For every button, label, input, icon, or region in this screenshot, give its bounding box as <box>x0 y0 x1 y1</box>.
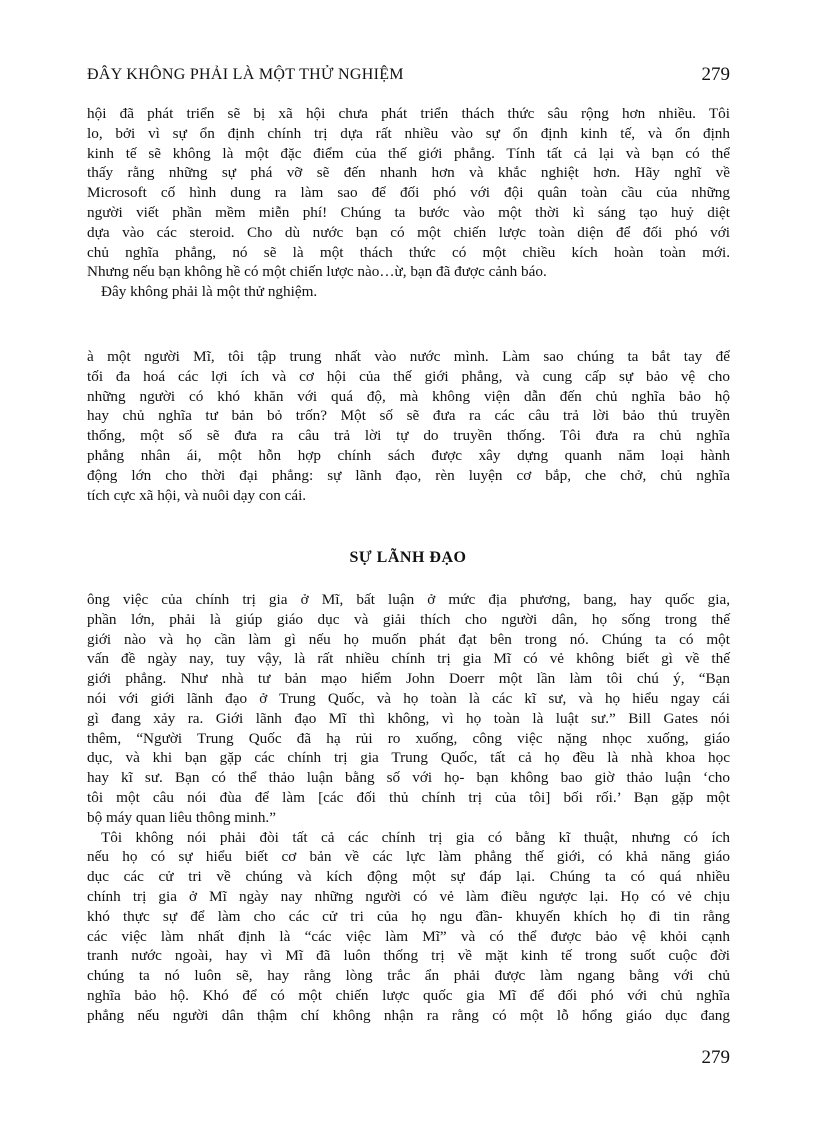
text-line: các việc làm nhất định là “các việc làm Mĩ” và có thể được bảo vệ khỏi cạnh <box>87 927 730 945</box>
running-head-title: ĐÂY KHÔNG PHẢI LÀ MỘT THỬ NGHIỆM <box>87 66 404 83</box>
text-line: lo, bởi vì sự ổn định chính trị dựa rất nhiều vào sự ổn định kinh tế, và ổn định <box>87 124 730 142</box>
text-line: tranh nước ngoài, hay vì Mĩ đã luôn thống trị về mặt kinh tế trong suốt cuộc đời <box>87 947 730 965</box>
text-line: nếu họ có sự hiểu biết cơ bản về các lực làm phẳng thế giới, có khả năng giáo <box>87 848 730 866</box>
running-header <box>87 66 730 88</box>
text-line: động lớn cho thời đại phẳng: sự lãnh đạo, rèn luyện cơ bắp, che chở, chủ nghĩa <box>87 466 730 484</box>
text-line: phần lớn, phải là giúp giáo dục và giải thích cho người dân, họ sống trong thế <box>87 610 730 628</box>
text-line: tối đa hoá các lợi ích và cơ hội của thế giới phẳng, và cung cấp sự bảo vệ cho <box>87 367 730 385</box>
text-line: nghĩa bảo hộ. Khó để có một chiến lược quốc gia Mĩ để đối phó với chủ nghĩa <box>87 986 730 1004</box>
paragraph-3 <box>87 347 730 505</box>
text-line: những người có khó khăn với quá độ, mà không viện dẫn đến chủ nghĩa bảo hộ <box>87 387 730 405</box>
paragraph-4 <box>87 590 730 1026</box>
text-line: thấy rằng những sự phá vỡ sẽ đến nhanh hơn và khắc nghiệt hơn. Hãy nghĩ về <box>87 164 730 182</box>
text-line: dục các cử tri về chúng và kích động một sự đáp lại. Chúng ta có quá nhiều <box>87 868 730 886</box>
text-line: giới phẳng. Như nhà tư bản mạo hiểm John Doerr một lần làm tôi chú ý, “Bạn <box>87 670 730 688</box>
text-line: Nhưng nếu bạn không hề có một chiến lược nào…ừ, bạn đã được cảnh báo. <box>87 263 547 281</box>
text-line: khó thực sự để làm cho các cử tri của họ ngu đần- khuyến khích họ đi tin rằng <box>87 907 730 925</box>
text-line: hay chủ nghĩa tư bản bỏ trốn? Một số sẽ đưa ra các câu trả lời bảo thủ truyền <box>87 407 730 425</box>
text-line: dựa vào các steroid. Cho dù nước bạn có một chiến lược toàn diện để đối phó với <box>87 223 730 241</box>
text-line: dục, và khi bạn gặp các chính trị gia Trung Quốc, tất cả họ đều là nhà khoa học <box>87 749 730 767</box>
text-line: người viết phần mềm miễn phí! Chúng ta bước vào một thời kì sáng tạo huỷ diệt <box>87 203 730 221</box>
text-line: thống, một số sẽ đưa ra câu trả lời tự do truyền thống. Tôi đưa ra chủ nghĩa <box>87 427 730 445</box>
text-line: kinh tế sẽ không là một đặc điểm của thế giới phẳng. Tính tất cả lại và bạn có thể <box>87 144 730 162</box>
text-line: gì đang xảy ra. Giới lãnh đạo Mĩ thì không, vì họ toàn là luật sư.” Bill Gates nói <box>87 709 730 727</box>
text-line: nói với giới lãnh đạo ở Trung Quốc, và họ toàn là các kĩ sư, và họ hiểu ngay cái <box>87 689 730 707</box>
text-line: phẳng nếu người dân thậm chí không nhận ra rằng có một lỗ hổng giáo dục đang <box>87 1006 730 1024</box>
text-line: hay kĩ sư. Bạn có thể thảo luận bằng số với họ- bạn không bao giờ thảo luận ‘cho <box>87 769 730 787</box>
text-line: chúng ta nó luôn sẽ, hay rằng lòng trắc ẩn phải được làm ngang bằng với chủ <box>87 967 730 985</box>
text-line: Tôi không nói phải đòi tất cả các chính trị gia có bằng kĩ thuật, nhưng có ích <box>101 828 730 846</box>
section-heading: SỰ LÃNH ĐẠO <box>349 549 467 566</box>
text-line: Microsoft cố hình dung ra làm sao để đối phó với đội quân toàn cầu của những <box>87 184 730 202</box>
paragraph-1 <box>87 104 730 302</box>
text-line: chính trị gia ở Mĩ ngày nay những người có vẻ làm điều ngược lại. Họ có vẻ chịu <box>87 887 730 905</box>
text-line: ông việc của chính trị gia ở Mĩ, bất luận ở mức địa phương, bang, hay quốc gia, <box>87 591 730 608</box>
text-line: vấn đề ngày nay, tuy vậy, là rất nhiều chính trị gia Mĩ có vẻ không biết gì về thế <box>87 650 730 668</box>
paragraph-2: Đây không phải là một thử nghiệm. <box>101 283 318 301</box>
text-line: hội đã phát triển sẽ bị xã hội chưa phát triển thách thức sâu rộng hơn nhiều. Tôi <box>87 105 730 122</box>
text-line: phẳng nhân ái, một hỗn hợp chính sách được xây dựng quanh năm loại hành <box>87 446 730 464</box>
text-line: tích cực xã hội, và nuôi dạy con cái. <box>87 486 307 504</box>
page-number-top: 279 <box>701 64 730 85</box>
text-line: à một người Mĩ, tôi tập trung nhất vào nước mình. Làm sao chúng ta bắt tay để <box>87 348 730 365</box>
text-line: giới nào và họ cần làm gì nếu họ muốn phát đạt bên trong nó. Chúng ta có một <box>87 630 730 648</box>
text-line: thêm, “Người Trung Quốc đã hạ rủi ro xuống, công việc nặng nhọc xuống, giáo <box>87 729 730 747</box>
text-line: bộ máy quan liêu thông minh.” <box>87 808 276 826</box>
text-line: chủ nghĩa phẳng, nó sẽ là một thách thức có một chiều kích hoàn toàn mới. <box>87 243 730 261</box>
text-line: tôi một câu nói đùa để làm [các đối thủ chính trị của tôi] bối rối.’ Bạn gặp một <box>87 788 730 806</box>
page-number-bottom: 279 <box>701 1047 730 1068</box>
